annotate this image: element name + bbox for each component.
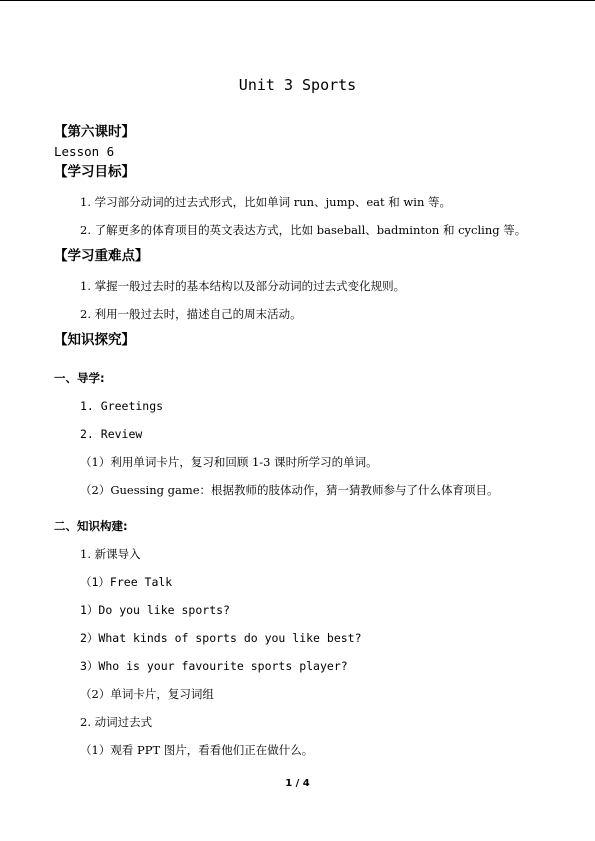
key-point-item: 2. 利用一般过去时，描述自己的周末活动。 <box>80 307 302 321</box>
objective-item: 1. 学习部分动词的过去式形式，比如单词 run、jump、eat 和 win 等。 <box>80 195 452 209</box>
list-item: （1）观看 PPT 图片，看看他们正在做什么。 <box>80 743 314 757</box>
lesson-label: 【第六课时】 <box>54 124 135 140</box>
top-border-line <box>0 0 595 1</box>
key-point-item: 1. 掌握一般过去时的基本结构以及部分动词的过去式变化规则。 <box>80 279 406 293</box>
list-item: 2）What kinds of sports do you like best? <box>80 631 362 645</box>
list-item: 1）Do you like sports? <box>80 603 230 617</box>
exploration-label: 【知识探究】 <box>54 332 135 348</box>
list-item: 3）Who is your favourite sports player? <box>80 659 348 673</box>
list-item: 1. Greetings <box>80 399 164 413</box>
section-heading-knowledge: 二、知识构建: <box>54 519 128 533</box>
list-item: （2）Guessing game：根据教师的肢体动作，猜一猜教师参与了什么体育项目。 <box>80 483 499 497</box>
key-points-label: 【学习重难点】 <box>54 248 149 264</box>
section-heading-guide: 一、导学: <box>54 371 105 385</box>
list-item: （2）单词卡片，复习词组 <box>80 687 214 701</box>
list-item: 2. Review <box>80 427 143 441</box>
list-item: （1）Free Talk <box>80 575 173 589</box>
objective-item: 2. 了解更多的体育项目的英文表达方式，比如 baseball、badminton 和 cycling 等。 <box>80 223 527 237</box>
document-title: Unit 3 Sports <box>238 76 357 94</box>
lesson-name: Lesson 6 <box>54 144 115 159</box>
list-item: 2. 动词过去式 <box>80 715 153 729</box>
list-item: 1. 新课导入 <box>80 547 141 561</box>
list-item: （1）利用单词卡片，复习和回顾 1-3 课时所学习的单词。 <box>80 455 378 469</box>
page-number: 1 / 4 <box>285 778 310 789</box>
objectives-label: 【学习目标】 <box>54 164 135 180</box>
